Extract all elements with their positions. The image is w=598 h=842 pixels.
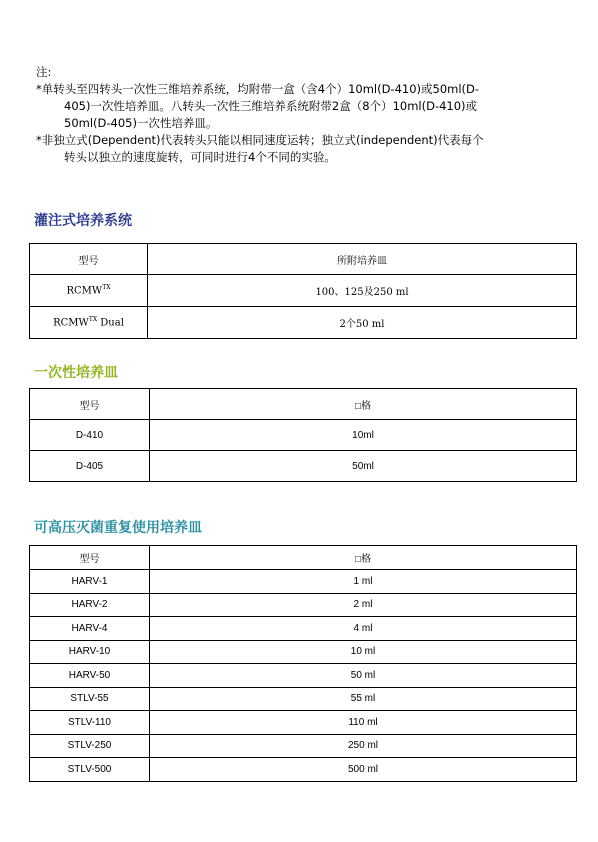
spec-cell: 500 ml <box>150 758 577 782</box>
table-row <box>30 687 577 711</box>
model-cell: HARV-4 <box>30 617 150 641</box>
model-cell: D-410 <box>30 420 150 451</box>
perfusion-section-title: 灌注式培养系统 <box>34 213 132 229</box>
table-row <box>30 734 577 758</box>
model-cell: D-405 <box>30 451 150 482</box>
spec-cell: 110 ml <box>150 711 577 735</box>
table-row <box>30 420 577 451</box>
model-cell: HARV-10 <box>30 640 150 664</box>
spec-cell: 2 ml <box>150 593 577 617</box>
header-spec: □格 <box>150 389 577 420</box>
table-header-row <box>30 244 577 275</box>
table-header-row <box>30 389 577 420</box>
table-header-row <box>30 546 577 570</box>
notes-heading: 注: <box>36 65 52 79</box>
spec-cell: 10ml <box>150 420 577 451</box>
header-model: 型号 <box>30 244 148 275</box>
spec-cell: 50ml <box>150 451 577 482</box>
model-cell: HARV-50 <box>30 664 150 688</box>
spec-cell: 1 ml <box>150 570 577 594</box>
table-row <box>30 275 577 307</box>
model-cell: $RCMW^{TX}$ <box>30 275 148 307</box>
spec-cell: 10 ml <box>150 640 577 664</box>
header-dish: 所附培养皿 <box>148 244 577 275</box>
disposable-table <box>29 388 577 482</box>
model-cell: HARV-2 <box>30 593 150 617</box>
perfusion-table <box>29 243 577 339</box>
table-row <box>30 451 577 482</box>
note-2-line-2: 转头以独立的速度旋转，可同时进行4个不同的实验。 <box>64 150 336 164</box>
model-cell: STLV-500 <box>30 758 150 782</box>
dish-cell: 100、125及250 ml <box>148 275 577 307</box>
table-row <box>30 664 577 688</box>
header-model: 型号 <box>30 389 150 420</box>
model-cell: STLV-110 <box>30 711 150 735</box>
table-row <box>30 711 577 735</box>
note-1-line-2: 405)一次性培养皿。八转头一次性三维培养系统附带2盒（8个）10ml(D-410)或 <box>64 99 478 113</box>
table-row <box>30 307 577 339</box>
spec-cell: 250 ml <box>150 734 577 758</box>
table-row <box>30 593 577 617</box>
disposable-section-title: 一次性培养皿 <box>34 365 118 381</box>
model-cell: STLV-250 <box>30 734 150 758</box>
autoclavable-table <box>29 545 577 782</box>
spec-cell: 4 ml <box>150 617 577 641</box>
spec-cell: 55 ml <box>150 687 577 711</box>
model-cell: STLV-55 <box>30 687 150 711</box>
autoclavable-section-title: 可高压灭菌重复使用培养皿 <box>34 520 202 536</box>
table-row <box>30 617 577 641</box>
spec-cell: 50 ml <box>150 664 577 688</box>
note-1-line-3: 50ml(D-405)一次性培养皿。 <box>64 116 218 130</box>
table-row <box>30 640 577 664</box>
table-row <box>30 758 577 782</box>
header-model: 型号 <box>30 546 150 570</box>
model-cell: $RCMW^{TX}$ Dual <box>30 307 148 339</box>
notes-block <box>36 64 566 166</box>
note-1-line-1: *单转头至四转头一次性三维培养系统，均附带一盒（含4个）10ml(D-410)或50ml(D- <box>36 82 480 96</box>
header-spec: □格 <box>150 546 577 570</box>
model-cell: HARV-1 <box>30 570 150 594</box>
note-2-line-1: *非独立式(Dependent)代表转头只能以相同速度运转；独立式(independent)代表每个 <box>36 133 484 147</box>
table-row <box>30 570 577 594</box>
dish-cell: 2个50 ml <box>148 307 577 339</box>
